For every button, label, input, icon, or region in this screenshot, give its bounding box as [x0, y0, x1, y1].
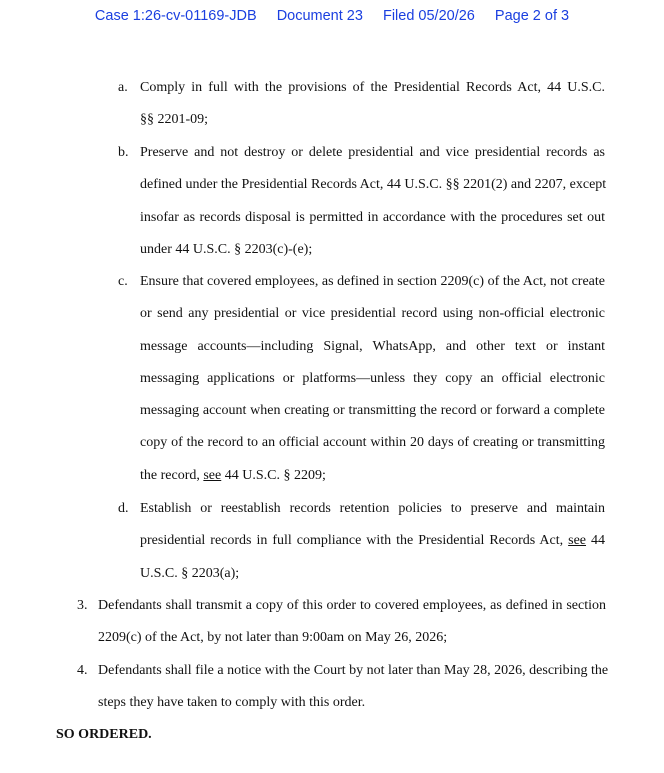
text-line: Preserve and not destroy or delete presidential and vice presidential records as	[140, 145, 605, 160]
see-citation-signal: see	[203, 467, 222, 483]
item-text	[140, 266, 605, 492]
text-line: Comply in full with the provisions of the Presidential Records Act, 44 U.S.C.	[140, 80, 605, 95]
court-filing-header	[0, 8, 664, 24]
text-fragment: 44 U.S.C. § 2209;	[221, 467, 326, 483]
item-text	[140, 72, 605, 137]
text-line: under 44 U.S.C. § 2203(c)-(e);	[140, 241, 313, 257]
text-line: U.S.C. § 2203(a);	[140, 565, 240, 581]
document-number: Document 23	[276, 8, 363, 24]
item-text	[98, 655, 609, 720]
text-line: defined under the Presidential Records Act, 44 U.S.C. §§ 2201(2) and 2207, except	[140, 177, 607, 193]
text-line: Ensure that covered employees, as defined in section 2209(c) of the Act, not create	[140, 274, 605, 289]
text-line: message accounts—including Signal, WhatsApp, and other text or instant	[140, 338, 605, 354]
filed-date: Filed 05/20/26	[382, 8, 475, 24]
item-marker: d.	[118, 501, 129, 516]
text-line: Establish or reestablish records retention policies to preserve and maintain	[140, 501, 605, 516]
text-line: messaging applications or platforms—unless they copy an official electronic	[140, 370, 605, 386]
item-marker: 4.	[77, 663, 88, 678]
text-line: insofar as records disposal is permitted in accordance with the procedures set out	[140, 209, 605, 225]
item-text	[140, 493, 605, 590]
text-line	[140, 525, 605, 557]
case-number: Case 1:26-cv-01169-JDB	[94, 8, 257, 24]
text-line: or send any presidential or vice presidential record using non-official electronic	[140, 306, 605, 322]
item-marker: c.	[118, 274, 128, 289]
item-marker: a.	[118, 80, 128, 95]
text-line	[140, 460, 605, 492]
item-text	[140, 137, 605, 266]
text-line: copy of the record to an official account within 20 days of creating or transmitting	[140, 435, 605, 451]
text-line: steps they have taken to comply with this order.	[98, 695, 366, 711]
item-text	[98, 590, 606, 655]
text-line: Defendants shall transmit a copy of this order to covered employees, as defined in section	[98, 598, 606, 613]
text-line: Defendants shall file a notice with the Court by not later than May 28, 2026, describing the	[98, 663, 609, 678]
item-marker: b.	[118, 145, 129, 160]
item-marker: 3.	[77, 598, 88, 613]
see-citation-signal: see	[568, 533, 587, 549]
text-line: messaging account when creating or transmitting the record or forward a complete	[140, 403, 605, 419]
text-line: 2209(c) of the Act, by not later than 9:00am on May 26, 2026;	[98, 630, 448, 646]
text-line: §§ 2201-09;	[140, 112, 209, 128]
text-fragment: presidential records in full compliance with the Presidential Records Act,	[140, 533, 569, 549]
text-fragment: 44	[586, 533, 605, 549]
so-ordered-closing: SO ORDERED.	[56, 727, 152, 742]
text-fragment: the record,	[140, 467, 204, 483]
page-indicator: Page 2 of 3	[494, 8, 570, 24]
